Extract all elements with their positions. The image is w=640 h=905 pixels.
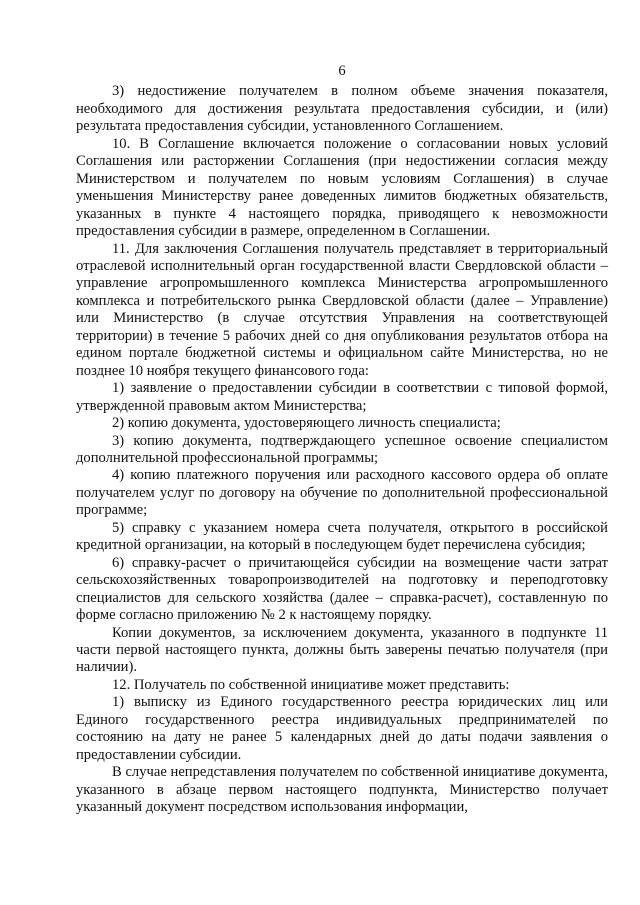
list-item-application: 1) заявление о предоставлении субсидии в соответствии с типовой формой, утвержденной правовым актом Министерства; bbox=[76, 380, 608, 414]
paragraph-12-optional-documents: 12. Получатель по собственной инициативе может представить: bbox=[112, 676, 510, 693]
page-number: 6 bbox=[338, 63, 346, 79]
document-page bbox=[76, 63, 608, 816]
list-item-calculation-certificate: 6) справку-расчет о причитающейся субсидии на возмещение части затрат сельскохозяйственных товаропроизводителей на подготовку и переподготовку специалистов для сельского хозяйства (далее – справка-расчет), составленную по форме согласно приложению № 2 к настоящему порядку. bbox=[76, 554, 608, 624]
list-item-bank-account: 5) справку с указанием номера счета получателя, открытого в российской кредитной организации, на который в последующем будет перечислена субсидия; bbox=[76, 519, 608, 554]
paragraph-copies-certification: Копии документов, за исключением документа, указанного в подпункте 11 части первой настоящего пункта, должны быть заверены печатью получателя (при наличии). bbox=[76, 624, 608, 676]
list-item-payment-order: 4) копию платежного поручения или расходного кассового ордера об оплате получателем услуг по договору на обучение по дополнительной профессиональной программе; bbox=[76, 467, 608, 519]
paragraph-11-documents-submission: 11. Для заключения Соглашения получатель представляет в территориальный отраслевой исполнительный орган государственной власти Свердловской области – управление агропромышленного комплекса Министерства агропромышленного комплекса и потребительского рынка Свердловской области (далее – Управление) или Министерство (в случае отсутствия Управления на соответствующей территории) в течение 5 рабочих дней со дня опубликования результатов отбора на едином портале бюджетной системы и официальном сайте Министерства, но не позднее 10 ноября текущего финансового года: bbox=[76, 240, 608, 379]
paragraph-10-agreement-terms: 10. В Соглашение включается положение о согласовании новых условий Соглашения или расторжении Соглашения (при недостижении согласия между Министерством и получателем по новым условиям Соглашения) в случае уменьшения Министерству ранее доведенных лимитов бюджетных обязательств, указанных в пункте 4 настоящего порядка, приводящего к невозможности предоставления субсидии в размере, определенном в Соглашении. bbox=[76, 135, 608, 240]
list-item-identity-document: 2) копию документа, удостоверяющего личность специалиста; bbox=[112, 415, 501, 432]
paragraph-non-submission: В случае непредставления получателем по собственной инициативе документа, указанного в абзаце первом настоящего подпункта, Министерство получает указанный документ посредством использования информации, bbox=[76, 764, 608, 816]
list-item-training-certificate: 3) копию документа, подтверждающего успешное освоение специалистом дополнительной профессиональной программы; bbox=[76, 432, 608, 466]
paragraph-item-3-nonachievement: 3) недостижение получателем в полном объеме значения показателя, необходимого для достижения результата предоставления субсидии, и (или) результата предоставления субсидии, установленного Соглашением. bbox=[76, 83, 608, 135]
list-item-registry-extract: 1) выписку из Единого государственного реестра юридических лиц или Единого государственного реестра индивидуальных предпринимателей по состоянию на дату не ранее 5 календарных дней до даты подачи заявления о предоставлении субсидии. bbox=[76, 694, 608, 763]
